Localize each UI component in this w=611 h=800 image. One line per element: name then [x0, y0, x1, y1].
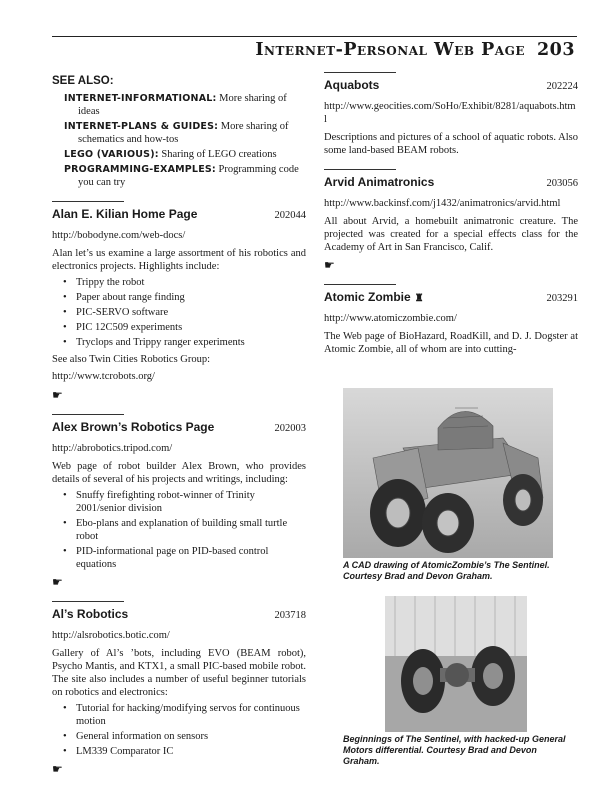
entry-als-robotics — [52, 601, 306, 776]
entry-rule — [52, 201, 124, 202]
see-also-term: INTERNET-PLANS & GUIDES: — [64, 121, 219, 132]
right-column — [324, 70, 578, 356]
see-also-term: PROGRAMMING-EXAMPLES: — [64, 164, 216, 175]
entry-number: 203718 — [274, 610, 306, 621]
entry-bullets — [52, 276, 306, 349]
see-also-item — [52, 148, 306, 161]
entry-number: 203056 — [546, 178, 578, 189]
bullet-item: • Tryclops and Trippy ranger experiments — [52, 336, 306, 349]
entry-rule — [52, 601, 124, 602]
page-title: Internet-Personal Web Page — [255, 40, 525, 60]
bullet-item: • PIC 12C509 experiments — [52, 321, 306, 334]
entry-number: 202224 — [546, 81, 578, 92]
entry-url[interactable]: http://www.atomiczombie.com/ — [324, 313, 457, 324]
see-also-item — [52, 163, 306, 189]
entry-rule — [324, 284, 396, 285]
see-also-heading: SEE ALSO: — [52, 75, 114, 87]
bullet-item: • PID-informational page on PID-based control equations — [52, 545, 306, 571]
entry-rule — [324, 169, 396, 170]
entry-title: Aquabots — [324, 78, 380, 92]
entry-title: Al’s Robotics — [52, 607, 129, 621]
header-rule — [52, 36, 577, 37]
cad-robot-image — [343, 388, 553, 558]
see-also-item — [52, 92, 306, 118]
pointing-hand-icon: ☛ — [52, 575, 63, 589]
bullet-item: • Trippy the robot — [52, 276, 306, 289]
pointing-hand-icon: ☛ — [52, 762, 63, 776]
entry-title: Alan E. Kilian Home Page — [52, 207, 198, 221]
bullet-item: • Tutorial for hacking/modifying servos for continuous motion — [52, 702, 306, 728]
entry-url[interactable]: http://alsrobotics.botic.com/ — [52, 630, 170, 641]
entry-url[interactable]: http://abrobotics.tripod.com/ — [52, 443, 173, 454]
entry-body: Alan let’s us examine a large assortment of his robotics and electronics projects. Highlights include: — [52, 248, 306, 272]
figure-cad-drawing — [343, 388, 553, 558]
bullet-item: • LM339 Comparator IC — [52, 745, 306, 758]
entry-rule — [324, 72, 396, 73]
robot-icon: ♜ — [414, 293, 424, 304]
entry-aquabots — [324, 72, 578, 157]
entry-see-also: See also Twin Cities Robotics Group: — [52, 354, 211, 365]
entry-alan-kilian — [52, 201, 306, 402]
see-also-text: More sharing of ideas — [78, 93, 287, 117]
entry-body: The Web page of BioHazard, RoadKill, and D. J. Dogster at Atomic Zombie, all of whom are into cutting- — [324, 331, 578, 355]
page-number: 203 — [536, 40, 575, 60]
entry-title: Atomic Zombie — [324, 290, 411, 304]
entry-title: Arvid Animatronics — [324, 175, 435, 189]
entry-header — [52, 207, 306, 221]
entry-header — [52, 420, 306, 434]
entry-bullets — [52, 702, 306, 758]
see-also-text: Programming code you can try — [78, 164, 299, 188]
entry-body: Gallery of Al’s ’bots, including EVO (BEAM robot), Psycho Mantis, and KTX1, a small PIC-based mobile robot. The site also includes a number of useful beginner tutorials on robotics and electronics: — [52, 648, 306, 698]
pointing-hand-icon: ☛ — [324, 258, 335, 272]
sentinel-photo-image — [385, 596, 527, 732]
entry-title-wrap — [324, 290, 424, 304]
entry-atomic-zombie — [324, 284, 578, 356]
entry-body: Descriptions and pictures of a school of aquatic robots. Also some land-based BEAM robots. — [324, 132, 578, 156]
bullet-item: • General information on sensors — [52, 730, 306, 743]
entry-number: 203291 — [546, 293, 578, 304]
entry-header — [324, 175, 578, 189]
entry-title: Alex Brown’s Robotics Page — [52, 420, 215, 434]
entry-bullets — [52, 489, 306, 571]
page-header — [255, 40, 575, 60]
entry-url[interactable]: http://www.geocities.com/SoHo/Exhibit/8281/aquabots.html — [324, 101, 576, 125]
figure-photo — [385, 596, 527, 732]
entry-number: 202003 — [274, 423, 306, 434]
see-also-text: More sharing of schematics and how-tos — [78, 121, 289, 145]
see-also-text: Sharing of LEGO creations — [161, 149, 277, 160]
entry-url[interactable]: http://www.backinsf.com/j1432/animatronics/arvid.html — [324, 198, 561, 209]
entry-body: Web page of robot builder Alex Brown, who provides details of several of his projects and writings, including: — [52, 461, 306, 485]
figure-caption: Beginnings of The Sentinel, with hacked-up General Motors differential. Courtesy Brad and Devon Graham. — [343, 734, 566, 766]
entry-header — [52, 607, 306, 621]
entry-alex-brown — [52, 414, 306, 589]
bullet-item: • Ebo-plans and explanation of building small turtle robot — [52, 517, 306, 543]
bullet-item: • Snuffy firefighting robot-winner of Trinity 2001/senior division — [52, 489, 306, 515]
entry-body: All about Arvid, a homebuilt animatronic creature. The projected was created for a special effects class for the Academy of Art in San Francisco, Calif. — [324, 216, 578, 253]
bullet-item: • Paper about range finding — [52, 291, 306, 304]
left-column — [52, 70, 306, 776]
see-also-item — [52, 120, 306, 146]
entry-header — [324, 290, 578, 304]
bullet-item: • PIC-SERVO software — [52, 306, 306, 319]
entry-url-secondary[interactable]: http://www.tcrobots.org/ — [52, 371, 155, 382]
entry-url[interactable]: http://bobodyne.com/web-docs/ — [52, 230, 186, 241]
entry-number: 202044 — [274, 210, 306, 221]
see-also-term: INTERNET-INFORMATIONAL: — [64, 93, 217, 104]
figure-caption: A CAD drawing of AtomicZombie’s The Sentinel. Courtesy Brad and Devon Graham. — [343, 560, 550, 581]
entry-header — [324, 78, 578, 92]
entry-arvid — [324, 169, 578, 272]
see-also-term: LEGO (VARIOUS): — [64, 149, 159, 160]
pointing-hand-icon: ☛ — [52, 388, 63, 402]
entry-rule — [52, 414, 124, 415]
